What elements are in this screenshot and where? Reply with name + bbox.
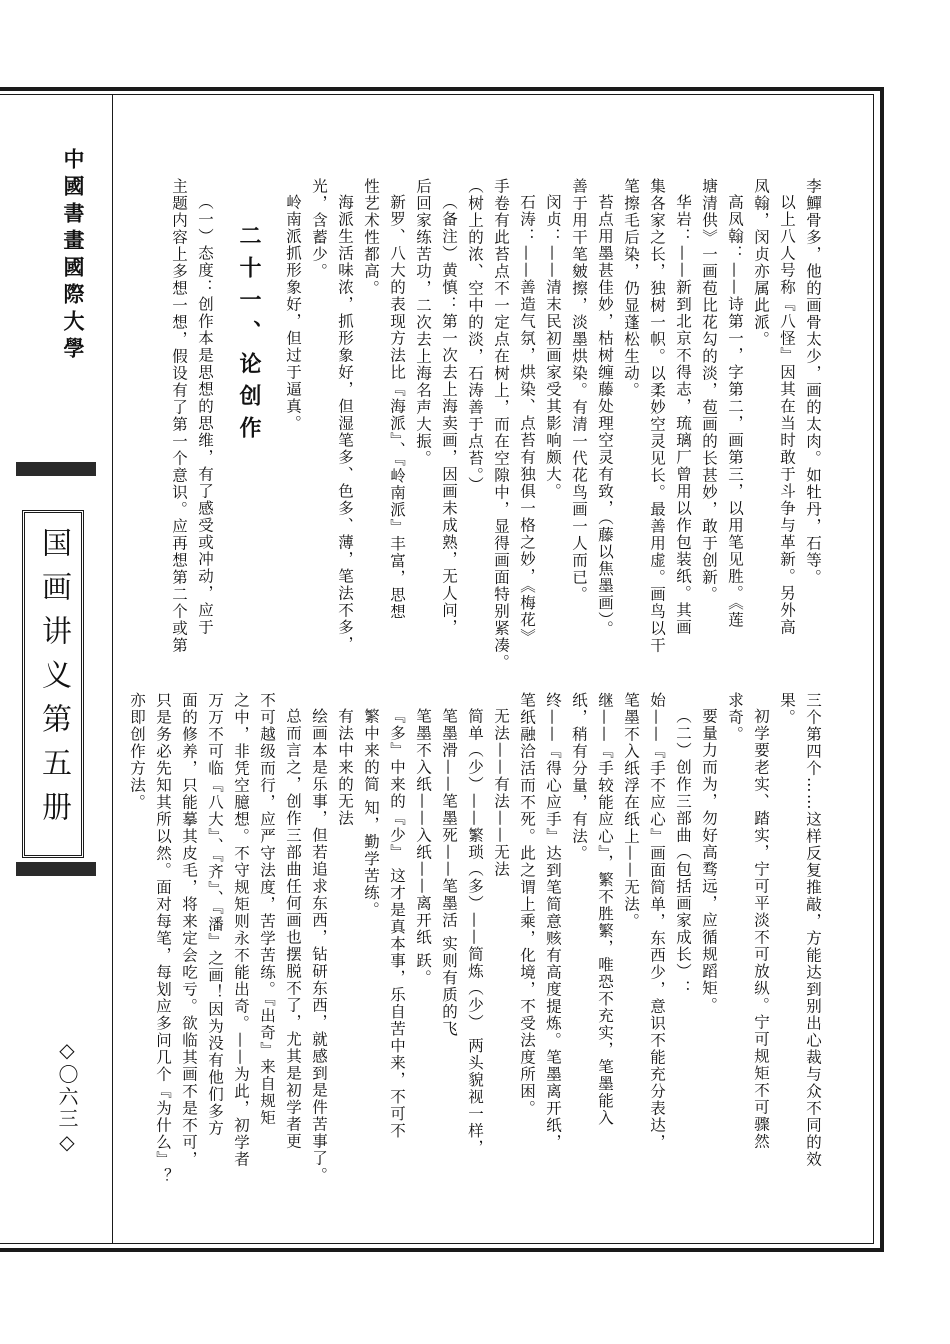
title-ornament-bottom bbox=[16, 862, 96, 876]
text-column: 手卷有此苔点不一定点在树上，而在空隙中，显得画面特别紧凑。 bbox=[492, 178, 510, 671]
text-column: 高凤翰：——诗第一，字第二，画第三，以用笔见胜。《莲 bbox=[726, 194, 744, 629]
text-column: 主题内容上多想一想，假设有了第一个意识。应再想第二个或第 bbox=[170, 178, 188, 654]
text-column: 凤翰，闵贞亦属此派。 bbox=[752, 178, 770, 348]
text-column: 新罗、八大的表现方法比『海派』、『岭南派』丰富，思想 bbox=[388, 194, 406, 621]
text-column: 闵贞：——清末民初画家受其影响颇大。 bbox=[544, 194, 562, 500]
title-ornament-top bbox=[16, 462, 96, 476]
text-column: 求奇。 bbox=[726, 692, 744, 743]
text-column: 面的修养，只能摹其皮毛，将来定会吃亏。欲临其画不是不可， bbox=[180, 692, 198, 1168]
text-column: 后回家练苦功，二次去上海名声大振。 bbox=[414, 178, 432, 467]
text-column: 笔墨不入纸浮在纸上——无法。 bbox=[622, 692, 640, 930]
text-column: 善于用干笔皴擦，淡墨烘染。有清一代花鸟画一人而已。 bbox=[570, 178, 588, 603]
text-column: 笔纸融洽活而不死。此之谓上乘，化境，不受法度所困。 bbox=[518, 692, 536, 1117]
text-column: 不可越级而行，应严守法度，苦学苦练。『出奇』来自规矩 bbox=[258, 692, 276, 1127]
text-column: 以上八人号称『八怪』因其在当时敢于斗争与革新。另外高 bbox=[778, 194, 796, 636]
text-column: 总而言之，创作三部曲任何画也摆脱不了，尤其是初学者更 bbox=[284, 708, 302, 1150]
text-column: 果。 bbox=[778, 692, 796, 726]
text-column: 要量力而为，勿好高骛远，应循规蹈矩。 bbox=[700, 708, 718, 1014]
text-column: 只是务必先知其所以然。面对每笔，每划应多问几个『为什么』？ bbox=[154, 692, 172, 1185]
text-column: 性艺术性都高。 bbox=[362, 178, 380, 297]
text-column: （树上的浓、空中的淡，石涛善于点苔。） bbox=[466, 178, 484, 494]
book-title-box bbox=[22, 510, 84, 858]
page-number: ◇〇六三◇ bbox=[55, 1038, 79, 1156]
section-heading: 二十一、论创作 bbox=[236, 224, 262, 448]
text-column: 三个第四个……这样反复推敲，方能达到别出心裁与众不同的效 bbox=[804, 692, 822, 1168]
text-column: 笔墨不入纸——入纸——离开纸 跃。 bbox=[414, 708, 432, 987]
text-column: 塘清供》一画苞比花勾的淡，苞画的长甚妙，敢于创新。 bbox=[700, 178, 718, 603]
text-column: 继——『手较能应心』，繁不胜繁，唯恐不充实，笔墨能入 bbox=[596, 692, 614, 1127]
text-column: 终——『得心应手』达到笔简意赅有高度提炼。笔墨离开纸， bbox=[544, 692, 562, 1151]
text-column: 笔擦毛后染，仍显蓬松生动。 bbox=[622, 178, 640, 399]
book-title: 国画讲义第五册 bbox=[36, 527, 71, 835]
text-column: 绘画本是乐事，但若追求东西，钻研东西，就感到是件苦事了。 bbox=[310, 708, 328, 1184]
text-column: 海派生活味浓，抓形象好，但湿笔多、色多、薄，笔法不多， bbox=[336, 194, 354, 653]
text-column: 亦即创作方法。 bbox=[128, 692, 146, 811]
text-column: 华岩：——新到北京不得志，琉璃厂曾用以作包装纸。其画 bbox=[674, 194, 692, 636]
text-column: （二）创作三部曲（包括画家成长）： bbox=[674, 708, 692, 997]
text-column: 繁中来的简 知，勤学苦练。 bbox=[362, 708, 380, 919]
text-column: 之中，非凭空臆想。不守规矩则永不能出奇。——为此，初学者 bbox=[232, 692, 250, 1168]
top-text-block bbox=[166, 178, 826, 671]
text-column: 有法中来的无法 bbox=[336, 708, 354, 827]
text-column: 初学要老实、踏实，宁可平淡不可放纵。宁可规矩不可骤然 bbox=[752, 708, 770, 1150]
text-column: 『多』中来的『少』 这才是真本事，乐自苦中来，不可不 bbox=[388, 708, 406, 1140]
sidebar-divider bbox=[112, 94, 113, 1244]
text-column: 苔点用墨甚佳妙，枯树缠藤处理空灵有致，（藤以焦墨画）。 bbox=[596, 194, 614, 638]
text-column: 集各家之长，独树一帜。以柔妙空灵见长。最善用虚。画鸟以干 bbox=[648, 178, 666, 654]
text-column: 光，含蓄少。 bbox=[310, 178, 328, 280]
text-column: （一）态度：创作本是思想的思维，有了感受或冲动，应于 bbox=[196, 194, 214, 636]
text-column: 李鱓骨多，他的画骨太少，画的太肉。如牡丹，石等。 bbox=[804, 178, 822, 586]
text-column: 笔墨滑——笔墨死——笔墨活 实则有质的飞 bbox=[440, 708, 458, 1038]
text-column: 简单（少）——繁琐（多）——简炼（少） 两头貌视一样， bbox=[466, 708, 484, 1157]
university-name: 中國書畫國際大學 bbox=[61, 148, 86, 364]
text-column: 纸，稍有分量，有法。 bbox=[570, 692, 588, 862]
text-column: （备注）黄慎：第一次去上海卖画，因画未成熟，无人问， bbox=[440, 194, 458, 636]
text-column: 万万不可临『八大』、『齐』、『潘』之画！因为没有他们多方 bbox=[206, 692, 224, 1137]
bottom-text-block bbox=[124, 692, 826, 1202]
text-column: 岭南派抓形象好，但过于逼真。 bbox=[284, 194, 302, 432]
text-column: 无法——有法——无法 bbox=[492, 708, 510, 878]
text-column: 石涛：——善造气氛，烘染、点苔有独俱一格之妙，《梅花》 bbox=[518, 194, 536, 646]
text-column: 始——『手不应心』画面简单，东西少，意识不能充分表达， bbox=[648, 692, 666, 1151]
